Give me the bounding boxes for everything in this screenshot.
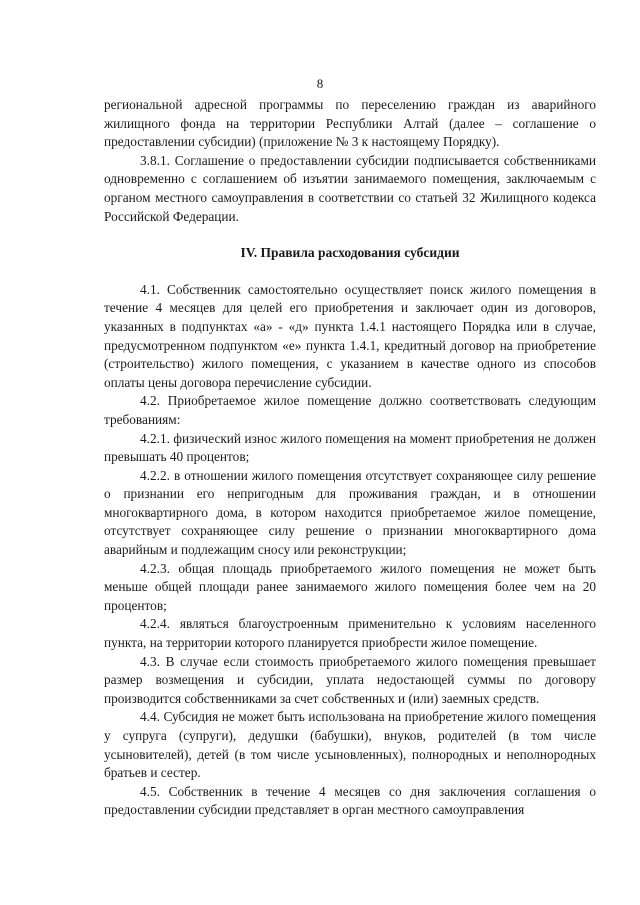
paragraph-4-3: 4.3. В случае если стоимость приобретаемого жилого помещения превышает размер возмещения и субсидии, уплата недостающей суммы по договору производится собственниками за счет собственных и (или) заемных средств.	[104, 653, 596, 706]
paragraph-4-2-3: 4.2.3. общая площадь приобретаемого жилого помещения не может быть меньше общей площади ранее занимаемого жилого помещения более чем на 20 процентов;	[104, 560, 596, 613]
document-body	[104, 96, 596, 820]
section-heading: IV. Правила расходования субсидии	[240, 245, 460, 261]
paragraph-4-1: 4.1. Собственник самостоятельно осуществляет поиск жилого помещения в течение 4 месяцев для целей его приобретения и заключает один из договоров, указанных в подпунктах «а» - «д» пункта 1.4.1 настоящего Порядка или в случае, предусмотренном подпунктом «е» пункта 1.4.1, кредитный договор на приобретение (строительство) жилого помещения, с указанием в качестве одного из способов оплаты цены договора перечисление субсидии.	[104, 281, 596, 390]
paragraph-continuation: региональной адресной программы по переселению граждан из аварийного жилищного фонда на территории Республики Алтай (далее – соглашение о предоставлении субсидии) (приложение № 3 к настоящему Порядку).	[104, 97, 596, 150]
paragraph-4-2-4: 4.2.4. являться благоустроенным применительно к условиям населенного пункта, на территории которого планируется приобрести жилое помещение.	[104, 616, 596, 651]
page-number: 8	[316, 76, 324, 91]
paragraph-3-8-1: 3.8.1. Соглашение о предоставлении субсидии подписывается собственниками одновременно с соглашением об изъятии занимаемого помещения, заключаемым с органом местного самоуправления в соответствии со статьей 32 Жилищного кодекса Российской Федерации.	[104, 152, 596, 224]
paragraph-4-2: 4.2. Приобретаемое жилое помещение должно соответствовать следующим требованиям:	[104, 393, 596, 427]
paragraph-4-2-1: 4.2.1. физический износ жилого помещения на момент приобретения не должен превышать 40 процентов;	[104, 430, 596, 465]
paragraph-4-2-2: 4.2.2. в отношении жилого помещения отсутствует сохраняющее силу решение о признании его непригодным для проживания граждан, и в отношении многоквартирного дома, в котором находится приобретаемое жилое помещение, отсутствует сохраняющее силу решение о признании многоквартирного дома аварийным и подлежащим сносу или реконструкции;	[104, 467, 596, 558]
paragraph-4-5: 4.5. Собственник в течение 4 месяцев со дня заключения соглашения о предоставлении субсидии представляет в орган местного самоуправления	[104, 783, 596, 818]
paragraph-4-4: 4.4. Субсидия не может быть использована на приобретение жилого помещения у супруга (супруги), дедушки (бабушки), внуков, родителей (в том числе усыновителей), детей (в том числе усыновленных), полнородных и неполнородных братьев и сестер.	[104, 709, 596, 781]
